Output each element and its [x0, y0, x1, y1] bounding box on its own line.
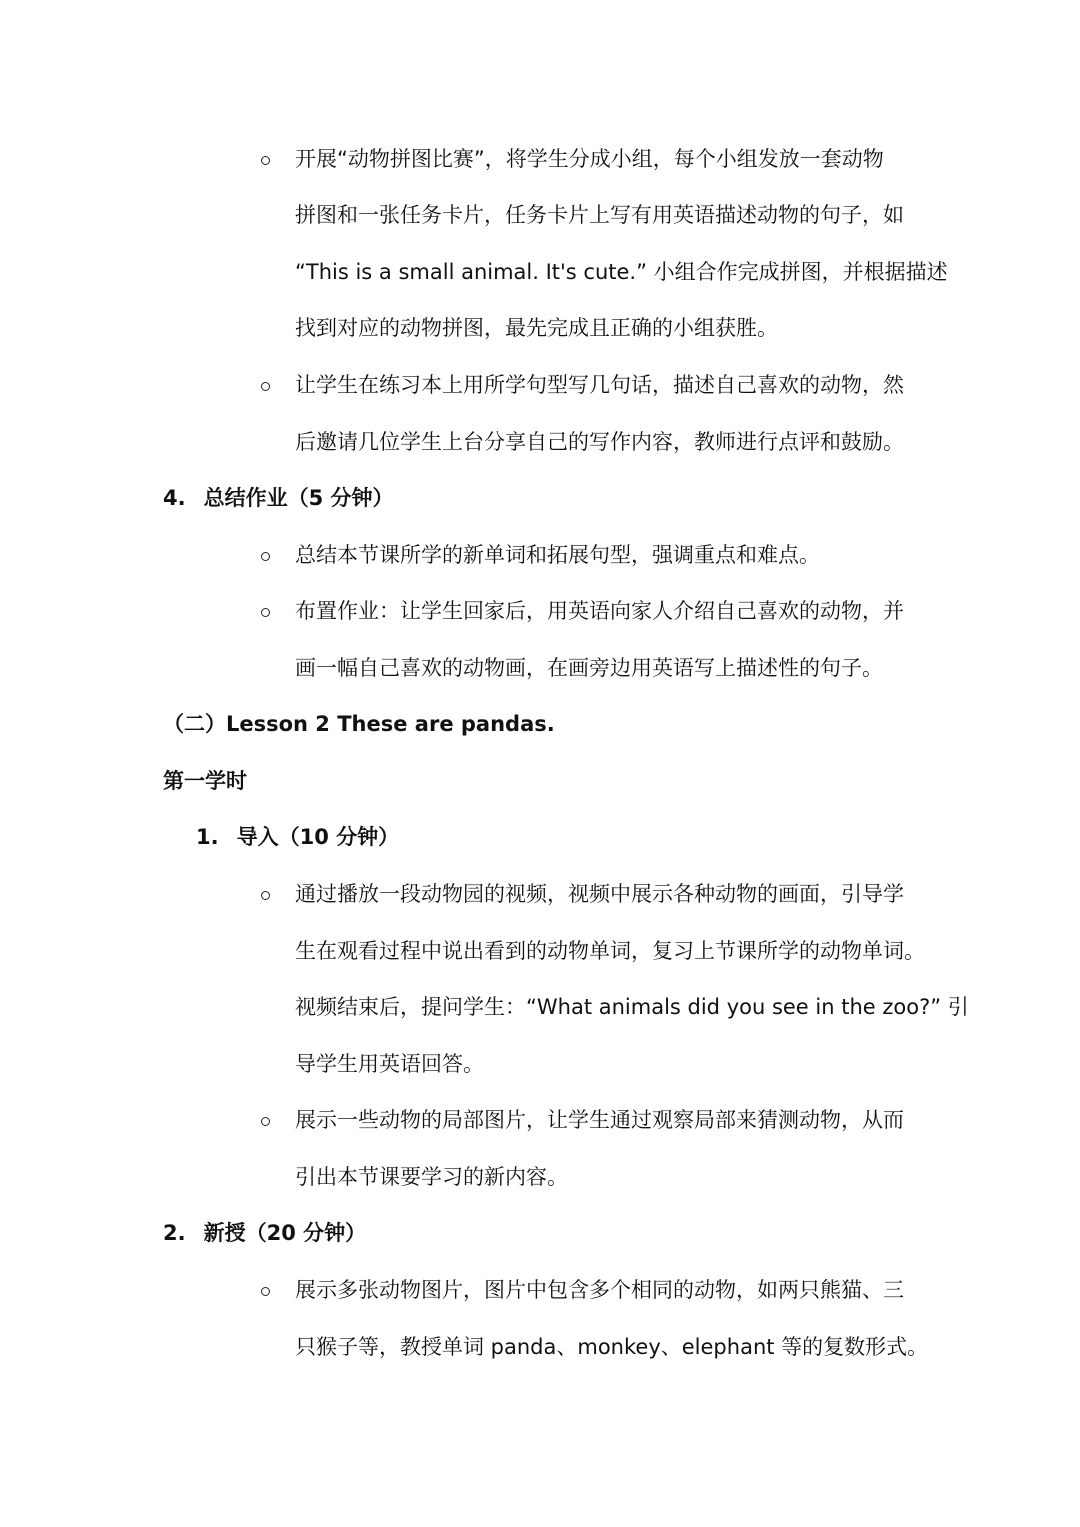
text-line: 生在观看过程中说出看到的动物单词，复习上节课所学的动物单词。 [295, 939, 925, 963]
step-title: 导入（10 分钟） [236, 825, 400, 849]
step-number: 1. [196, 825, 219, 849]
step-heading [163, 1218, 366, 1248]
bullet-icon [260, 1106, 274, 1120]
period-title: 第一学时 [163, 769, 247, 793]
step-title: 新授（20 分钟） [203, 1221, 367, 1245]
lesson-title: （二）Lesson 2 These are pandas. [163, 712, 555, 736]
bullet-icon [260, 597, 274, 611]
bullet-icon [260, 541, 274, 555]
text-line: 通过播放一段动物园的视频，视频中展示各种动物的画面，引导学 [295, 882, 904, 906]
step-heading [196, 822, 399, 852]
text-line: 画一幅自己喜欢的动物画，在画旁边用英语写上描述性的句子。 [295, 656, 883, 680]
text-line: “This is a small animal. It's cute.” 小组合作完成拼图，并根据描述 [295, 260, 948, 284]
text-line: 布置作业：让学生回家后，用英语向家人介绍自己喜欢的动物，并 [295, 599, 904, 623]
text-line: 让学生在练习本上用所学句型写几句话，描述自己喜欢的动物，然 [295, 373, 904, 397]
text-line: 找到对应的动物拼图，最先完成且正确的小组获胜。 [295, 316, 778, 340]
text-line: 总结本节课所学的新单词和拓展句型，强调重点和难点。 [295, 543, 820, 567]
text-line: 开展“动物拼图比赛”，将学生分成小组，每个小组发放一套动物 [295, 147, 884, 171]
step-number: 4. [163, 486, 186, 510]
text-line: 视频结束后，提问学生：“What animals did you see in the zoo?” 引 [295, 995, 969, 1019]
bullet-icon [260, 880, 274, 894]
step-heading [163, 483, 394, 513]
bullet-icon [260, 1276, 274, 1290]
text-line: 只猴子等，教授单词 panda、monkey、elephant 等的复数形式。 [295, 1335, 929, 1359]
bullet-icon [260, 145, 274, 159]
text-line: 展示一些动物的局部图片，让学生通过观察局部来猜测动物，从而 [295, 1108, 904, 1132]
text-line: 展示多张动物图片，图片中包含多个相同的动物，如两只熊猫、三 [295, 1278, 904, 1302]
bullet-icon [260, 371, 274, 385]
step-number: 2. [163, 1221, 186, 1245]
text-line: 后邀请几位学生上台分享自己的写作内容，教师进行点评和鼓励。 [295, 430, 904, 454]
step-title: 总结作业（5 分钟） [203, 486, 394, 510]
text-line: 引出本节课要学习的新内容。 [295, 1165, 568, 1189]
text-line: 拼图和一张任务卡片，任务卡片上写有用英语描述动物的句子，如 [295, 203, 904, 227]
text-line: 导学生用英语回答。 [295, 1052, 484, 1076]
